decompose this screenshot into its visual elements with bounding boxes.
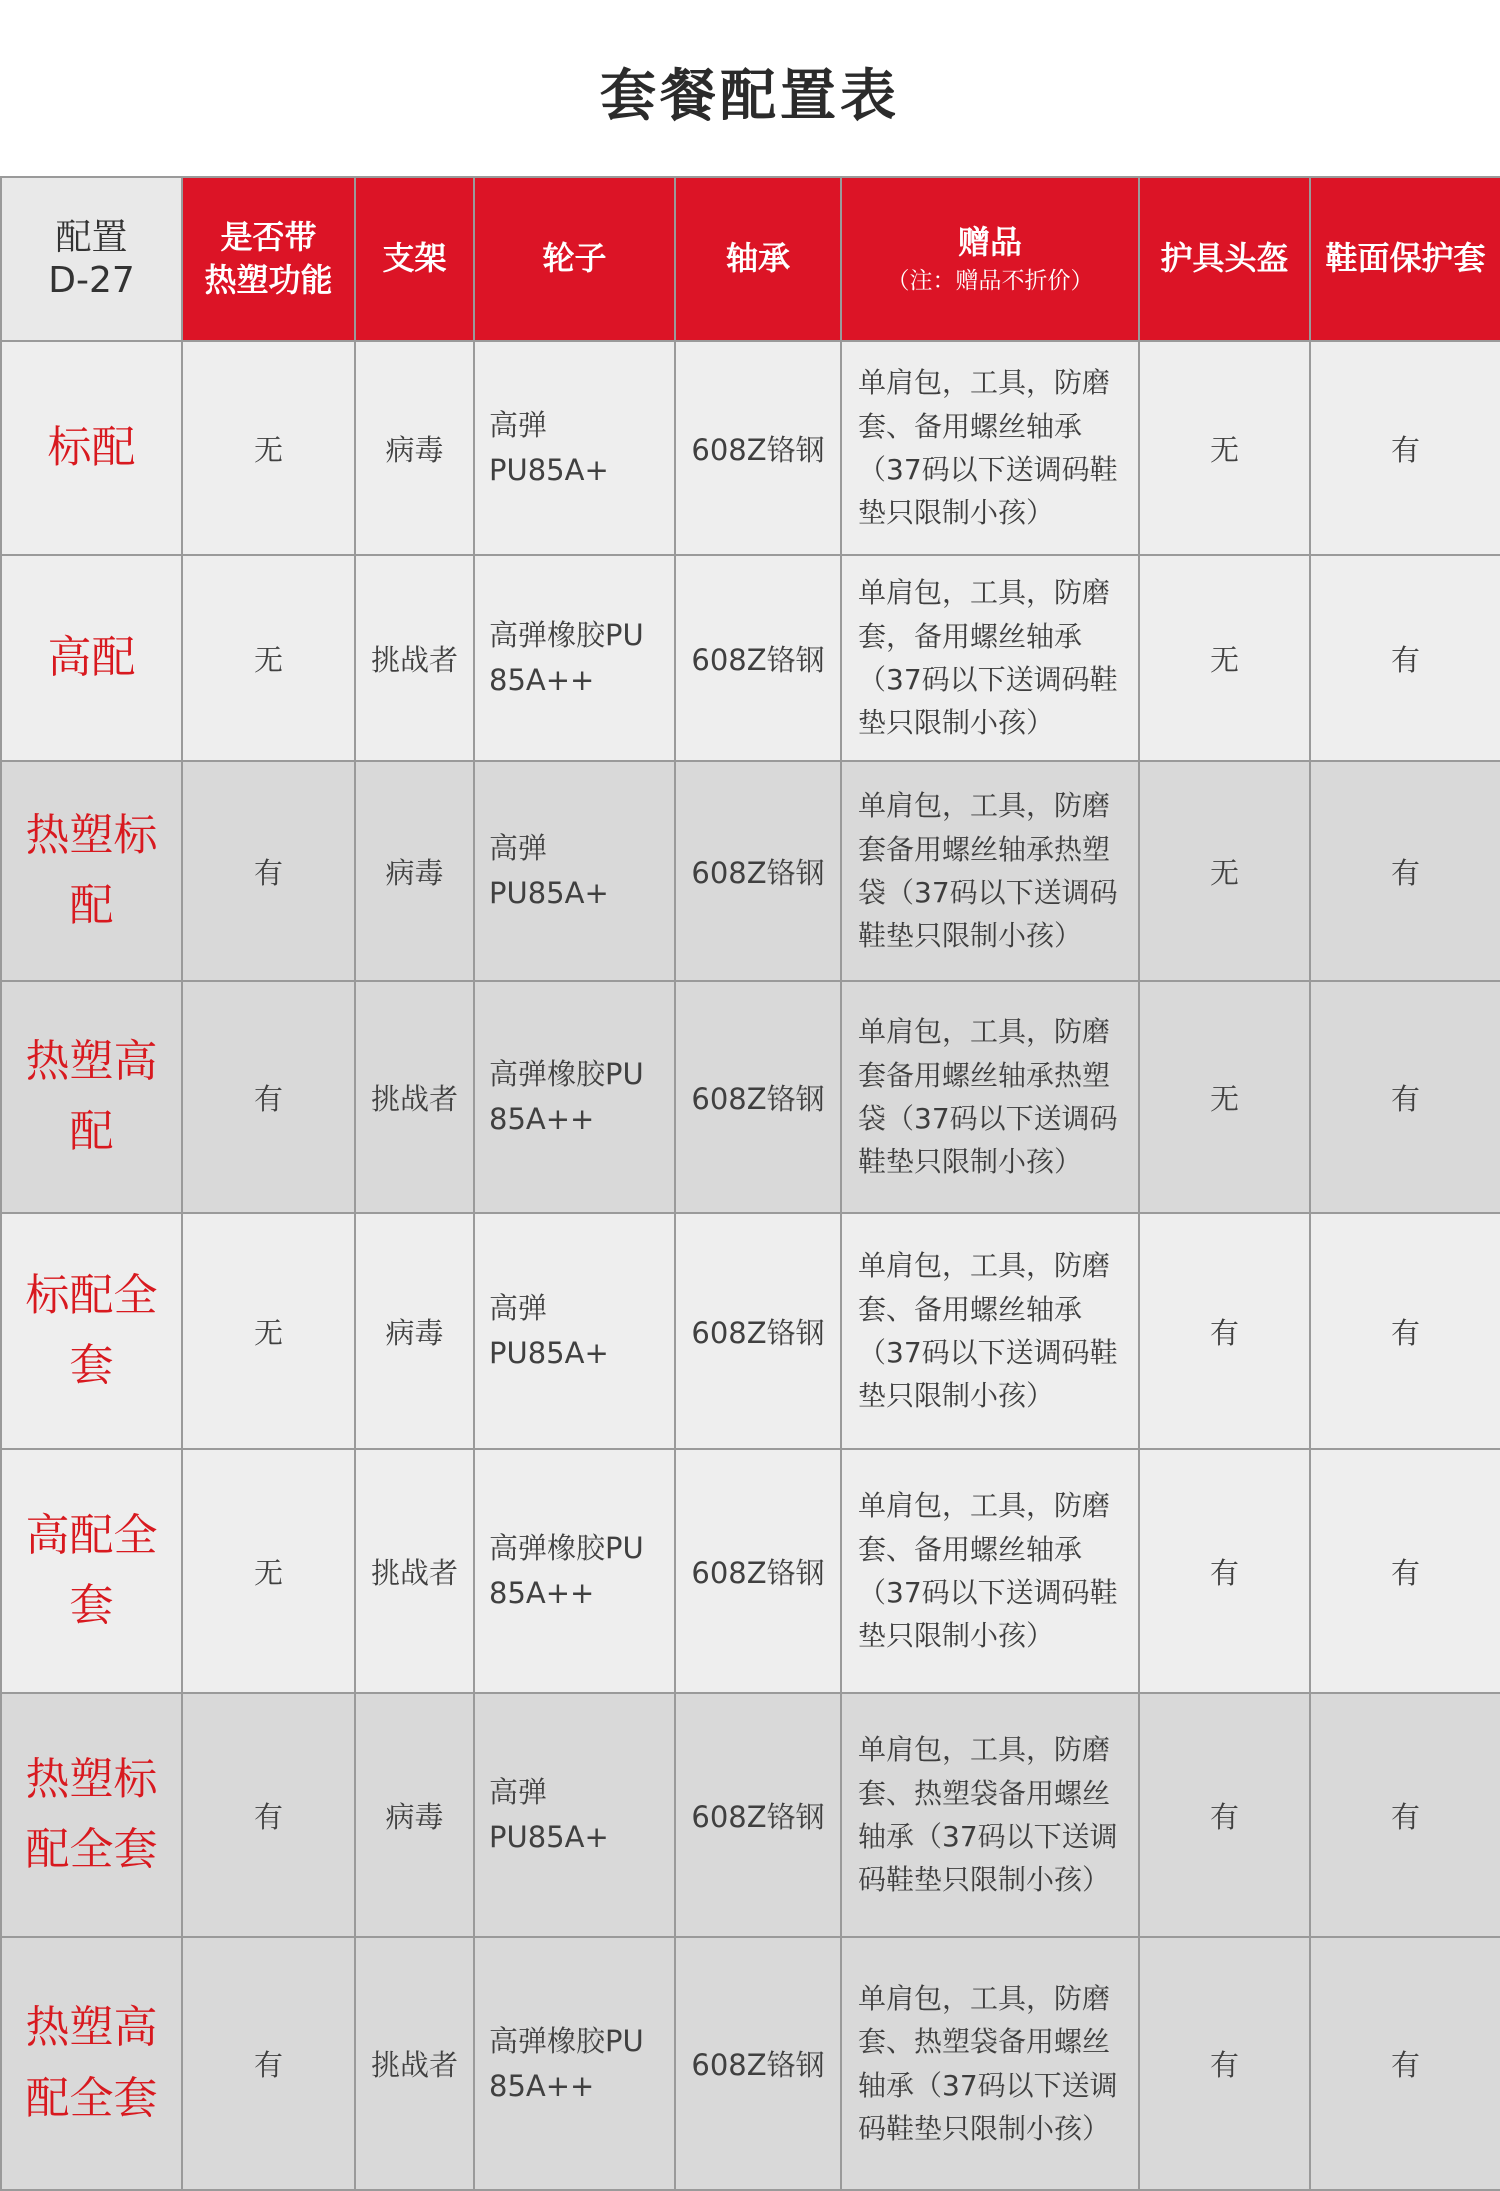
cell-bearing: 608Z铬钢 xyxy=(675,1693,841,1937)
page-title: 套餐配置表 xyxy=(600,64,900,129)
cell-bearing: 608Z铬钢 xyxy=(675,761,841,981)
table-row xyxy=(1,1449,1500,1693)
header-gift-note: （注：赠品不折价） xyxy=(886,268,1094,295)
cell-thermo: 无 xyxy=(182,555,355,761)
cell-gift: 单肩包，工具，防磨套备用螺丝轴承热塑袋（37码以下送调码鞋垫只限制小孩） xyxy=(841,981,1139,1213)
cell-frame: 病毒 xyxy=(355,1693,474,1937)
cell-bearing: 608Z铬钢 xyxy=(675,1213,841,1449)
cell-thermo: 有 xyxy=(182,761,355,981)
cell-frame: 挑战者 xyxy=(355,1937,474,2190)
cell-bearing: 608Z铬钢 xyxy=(675,1937,841,2190)
table-row xyxy=(1,555,1500,761)
table-row xyxy=(1,761,1500,981)
header-thermo xyxy=(182,177,355,341)
row-label: 标配 xyxy=(1,341,182,555)
cell-helmet: 有 xyxy=(1139,1213,1310,1449)
table-row xyxy=(1,1937,1500,2190)
header-helmet: 护具头盔 xyxy=(1139,177,1310,341)
cell-frame: 病毒 xyxy=(355,341,474,555)
cell-bearing: 608Z铬钢 xyxy=(675,341,841,555)
model-code: D-27 xyxy=(48,260,135,301)
cell-thermo: 无 xyxy=(182,1449,355,1693)
cell-thermo: 无 xyxy=(182,1213,355,1449)
header-thermo-line1: 是否带 xyxy=(220,217,317,256)
cell-wheel: 高弹橡胶PU 85A++ xyxy=(474,981,675,1213)
cell-wheel: 高弹PU85A+ xyxy=(474,341,675,555)
title-bar xyxy=(0,0,1500,176)
cell-wheel: 高弹橡胶PU 85A++ xyxy=(474,555,675,761)
cell-bearing: 608Z铬钢 xyxy=(675,1449,841,1693)
header-shoe-cover: 鞋面保护套 xyxy=(1310,177,1500,341)
corner-cell xyxy=(1,177,182,341)
table-row xyxy=(1,341,1500,555)
row-label: 热塑标配 xyxy=(1,761,182,981)
table-row xyxy=(1,1213,1500,1449)
cell-shoe-cover: 有 xyxy=(1310,1213,1500,1449)
cell-shoe-cover: 有 xyxy=(1310,761,1500,981)
cell-shoe-cover: 有 xyxy=(1310,981,1500,1213)
cell-bearing: 608Z铬钢 xyxy=(675,555,841,761)
row-label: 热塑标配全套 xyxy=(1,1693,182,1937)
header-gift-label: 赠品 xyxy=(957,222,1022,261)
header-frame: 支架 xyxy=(355,177,474,341)
cell-shoe-cover: 有 xyxy=(1310,341,1500,555)
header-wheel: 轮子 xyxy=(474,177,675,341)
cell-shoe-cover: 有 xyxy=(1310,1937,1500,2190)
cell-frame: 病毒 xyxy=(355,1213,474,1449)
cell-wheel: 高弹PU85A+ xyxy=(474,1213,675,1449)
table-row xyxy=(1,1693,1500,1937)
row-label: 高配 xyxy=(1,555,182,761)
config-table xyxy=(0,176,1500,2191)
cell-thermo: 有 xyxy=(182,981,355,1213)
header-gift xyxy=(841,177,1139,341)
cell-thermo: 有 xyxy=(182,1693,355,1937)
cell-wheel: 高弹橡胶PU 85A++ xyxy=(474,1449,675,1693)
cell-thermo: 无 xyxy=(182,341,355,555)
header-bearing: 轴承 xyxy=(675,177,841,341)
cell-gift: 单肩包，工具，防磨套，备用螺丝轴承（37码以下送调码鞋垫只限制小孩） xyxy=(841,555,1139,761)
row-label: 热塑高配 xyxy=(1,981,182,1213)
header-row xyxy=(1,177,1500,341)
corner-label: 配置 xyxy=(55,216,128,258)
cell-helmet: 无 xyxy=(1139,555,1310,761)
table-row xyxy=(1,981,1500,1213)
cell-helmet: 有 xyxy=(1139,1449,1310,1693)
cell-shoe-cover: 有 xyxy=(1310,555,1500,761)
cell-bearing: 608Z铬钢 xyxy=(675,981,841,1213)
cell-frame: 病毒 xyxy=(355,761,474,981)
cell-gift: 单肩包，工具，防磨套、热塑袋备用螺丝轴承（37码以下送调码鞋垫只限制小孩） xyxy=(841,1937,1139,2190)
cell-shoe-cover: 有 xyxy=(1310,1693,1500,1937)
cell-gift: 单肩包，工具，防磨套、备用螺丝轴承（37码以下送调码鞋垫只限制小孩） xyxy=(841,1449,1139,1693)
row-label: 热塑高配全套 xyxy=(1,1937,182,2190)
cell-gift: 单肩包，工具，防磨套、备用螺丝轴承（37码以下送调码鞋垫只限制小孩） xyxy=(841,1213,1139,1449)
cell-helmet: 无 xyxy=(1139,761,1310,981)
cell-wheel: 高弹PU85A+ xyxy=(474,761,675,981)
row-label: 高配全套 xyxy=(1,1449,182,1693)
cell-thermo: 有 xyxy=(182,1937,355,2190)
cell-frame: 挑战者 xyxy=(355,555,474,761)
cell-gift: 单肩包，工具，防磨套、备用螺丝轴承（37码以下送调码鞋垫只限制小孩） xyxy=(841,341,1139,555)
cell-wheel: 高弹橡胶PU 85A++ xyxy=(474,1937,675,2190)
cell-gift: 单肩包，工具，防磨套备用螺丝轴承热塑袋（37码以下送调码鞋垫只限制小孩） xyxy=(841,761,1139,981)
cell-helmet: 无 xyxy=(1139,981,1310,1213)
cell-helmet: 无 xyxy=(1139,341,1310,555)
cell-helmet: 有 xyxy=(1139,1693,1310,1937)
cell-shoe-cover: 有 xyxy=(1310,1449,1500,1693)
cell-frame: 挑战者 xyxy=(355,981,474,1213)
cell-frame: 挑战者 xyxy=(355,1449,474,1693)
cell-wheel: 高弹PU85A+ xyxy=(474,1693,675,1937)
cell-helmet: 有 xyxy=(1139,1937,1310,2190)
cell-gift: 单肩包，工具，防磨套、热塑袋备用螺丝轴承（37码以下送调码鞋垫只限制小孩） xyxy=(841,1693,1139,1937)
header-thermo-line2: 热塑功能 xyxy=(204,261,333,299)
row-label: 标配全套 xyxy=(1,1213,182,1449)
